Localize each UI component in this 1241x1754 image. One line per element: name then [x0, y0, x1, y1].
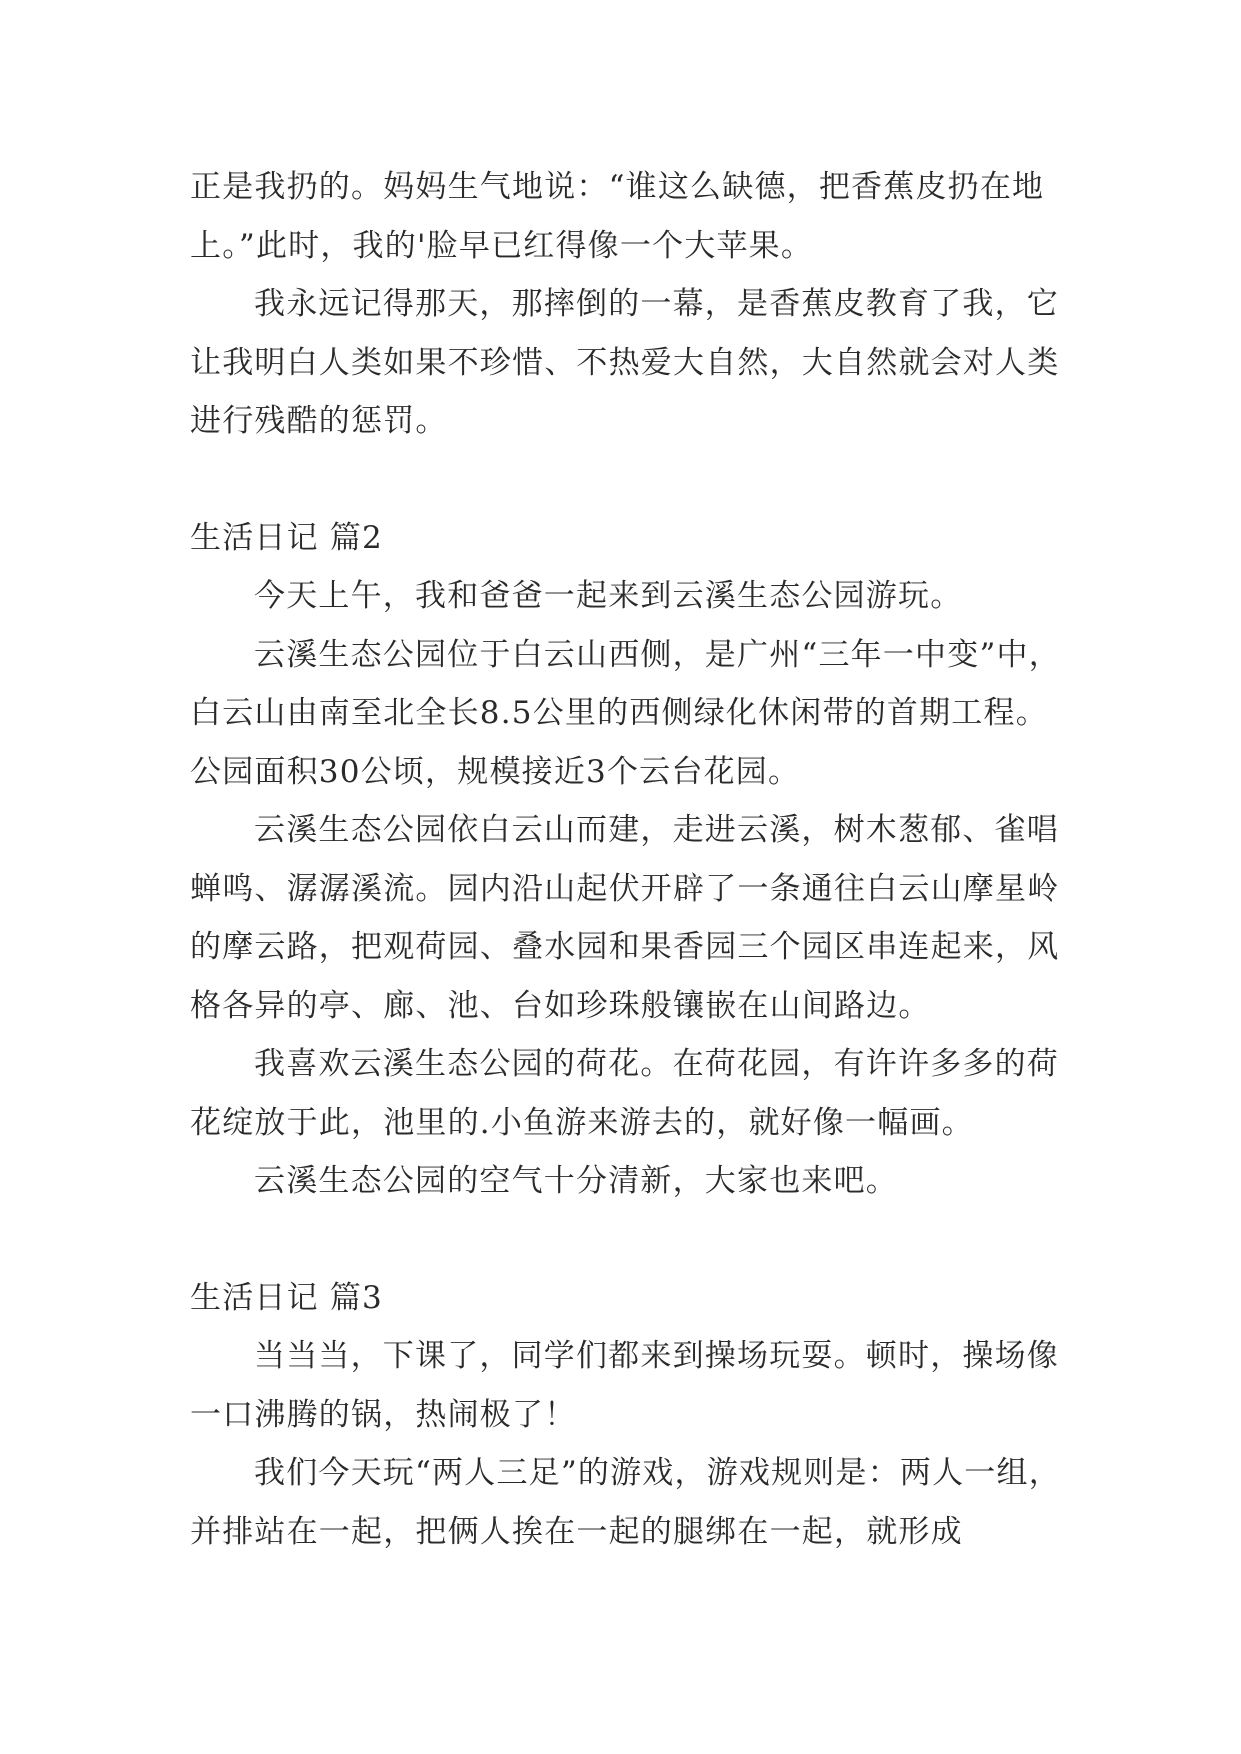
paragraph: 我永远记得那天，那摔倒的一幕，是香蕉皮教育了我，它让我明白人类如果不珍惜、不热爱大自然，大自然就会对人类进行残酷的惩罚。 — [190, 286, 1060, 439]
paragraph: 云溪生态公园依白云山而建，走进云溪，树木葱郁、雀唱蝉鸣、潺潺溪流。园内沿山起伏开辟了一条通往白云山摩星岭的摩云路，把观荷园、叠水园和果香园三个园区串连起来，风格各异的亭、廊、池、台如珍珠般镶嵌在山间路边。 — [190, 812, 1060, 1024]
paragraph: 正是我扔的。妈妈生气地说：“谁这么缺德，把香蕉皮扔在地上。”此时，我的'脸早已红得像一个大苹果。 — [190, 169, 1045, 264]
paragraph: 云溪生态公园的空气十分清新，大家也来吧。 — [254, 1163, 898, 1199]
section-title: 生活日记 篇3 — [190, 1279, 383, 1316]
paragraph: 当当当，下课了，同学们都来到操场玩耍。顿时，操场像一口沸腾的锅，热闹极了！ — [190, 1338, 1059, 1433]
paragraph: 今天上午，我和爸爸一起来到云溪生态公园游玩。 — [254, 578, 963, 614]
paragraph: 我们今天玩“两人三足”的游戏，游戏规则是：两人一组，并排站在一起，把俩人挨在一起的腿绑在一起，就形成 — [190, 1455, 1061, 1550]
paragraph: 我喜欢云溪生态公园的荷花。在荷花园，有许许多多的荷花绽放于此，池里的.小鱼游来游去的，就好像一幅画。 — [190, 1046, 1059, 1141]
document-body — [190, 158, 1062, 1561]
section-title: 生活日记 篇2 — [190, 519, 383, 556]
paragraph: 云溪生态公园位于白云山西侧，是广州“三年一中变”中，白云山由南至北全长8.5公里的西侧绿化休闲带的首期工程。公园面积30公顷，规模接近3个云台花园。 — [190, 636, 1061, 790]
